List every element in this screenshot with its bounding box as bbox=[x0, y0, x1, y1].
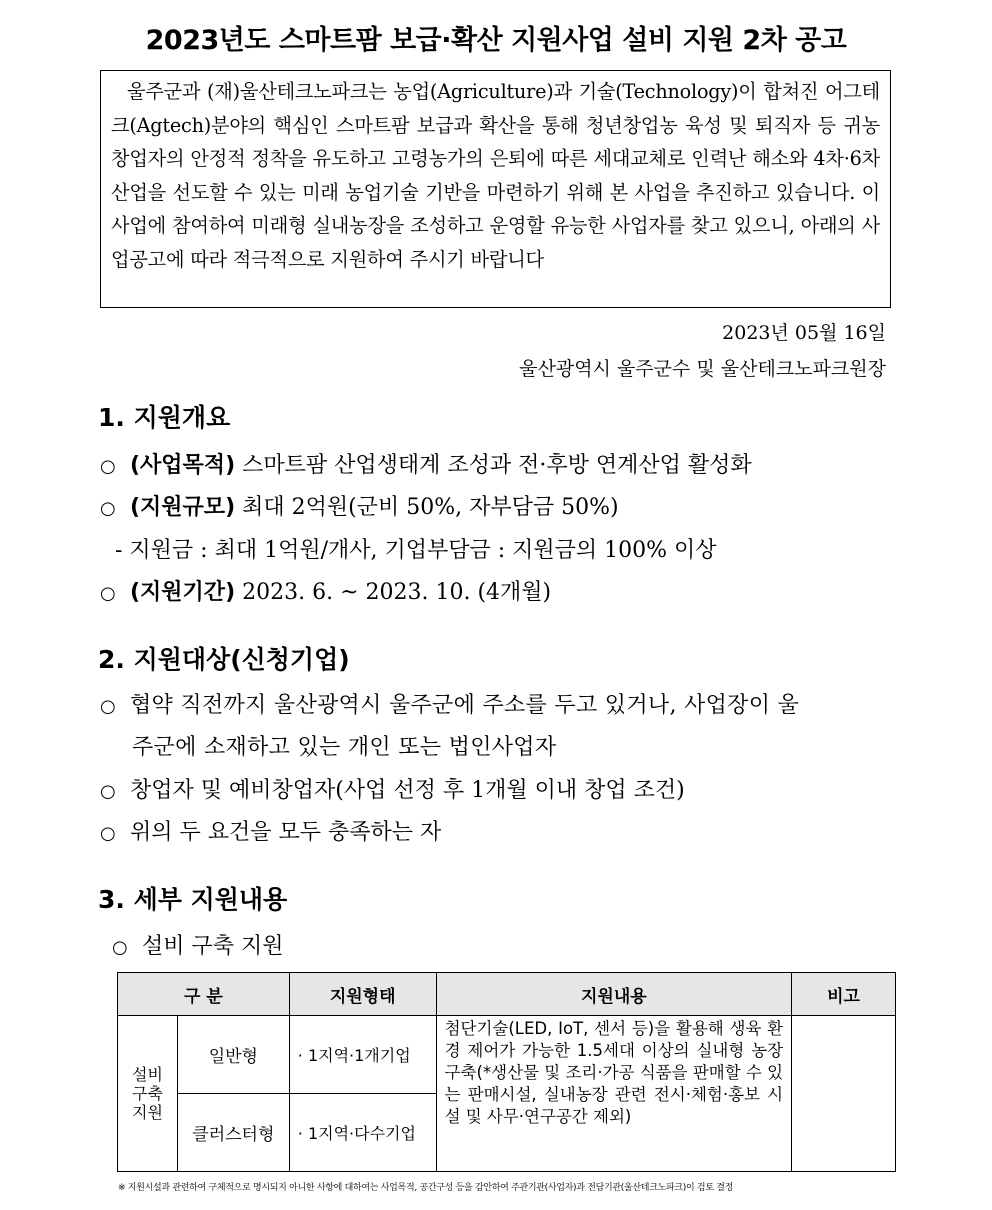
eligibility-item-3 bbox=[100, 815, 441, 846]
bullet-mark: ○ bbox=[100, 823, 116, 844]
period-line bbox=[100, 575, 551, 606]
footnote: ※ 지원시설과 관련하여 구체적으로 명시되지 아니한 사항에 대하여는 사업목적, 공간구성 등을 감안하여 주관기관(사업자)과 전담기관(울산테크노파크)이 검토 결정 bbox=[118, 1183, 734, 1193]
purpose-line bbox=[100, 448, 752, 479]
support-content: 첨단기술(LED, IoT, 센서 등)을 활용해 생육 환경 제어가 가능한 1.5세대 이상의 실내형 농장구축(*생산물 및 조리·가공 식품을 판매할 수 있는 판매시설, 실내농장 관련 전시·체험·홍보 시설 및 사무·연구공간 제외) bbox=[436, 1016, 792, 1172]
eligibility-item-2 bbox=[100, 773, 685, 804]
section-2-heading: 2. 지원대상(신청기업) bbox=[98, 645, 350, 674]
form-cluster: · 1지역·다수기업 bbox=[289, 1094, 436, 1172]
category-word: 지원 bbox=[132, 1103, 163, 1122]
intro-box bbox=[100, 70, 891, 308]
signer: 울산광역시 울주군수 및 울산테크노파크원장 bbox=[519, 358, 886, 380]
support-table bbox=[117, 972, 896, 1172]
bullet-mark: ○ bbox=[112, 937, 128, 958]
page-title: 2023년도 스마트팜 보급·확산 지원사업 설비 지원 2차 공고 bbox=[145, 25, 847, 56]
eligibility-item-1 bbox=[100, 688, 799, 719]
bullet-mark: ○ bbox=[100, 456, 116, 477]
type-cluster: 클러스터형 bbox=[177, 1094, 289, 1172]
eligibility-item-3-text: 위의 두 요건을 모두 충족하는 자 bbox=[130, 820, 442, 845]
table-row bbox=[118, 1016, 896, 1094]
category-cell bbox=[118, 1016, 178, 1172]
header-category: 구 분 bbox=[118, 973, 290, 1016]
form-general: · 1지역·1개기업 bbox=[289, 1016, 436, 1094]
announcement-date: 2023년 05월 16일 bbox=[722, 322, 886, 344]
section-1-heading: 1. 지원개요 bbox=[98, 403, 231, 432]
purpose-label: (사업목적) bbox=[130, 453, 236, 478]
period-label: (지원기간) bbox=[130, 580, 236, 605]
period-text: 2023. 6. ~ 2023. 10. (4개월) bbox=[242, 580, 552, 605]
scale-detail: - 지원금 : 최대 1억원/개사, 기업부담금 : 지원금의 100% 이상 bbox=[115, 538, 717, 563]
header-form: 지원형태 bbox=[289, 973, 436, 1016]
category-word: 구축 bbox=[132, 1084, 163, 1103]
intro-text: 울주군과 (재)울산테크노파크는 농업(Agriculture)과 기술(Technology)이 합쳐진 어그테크(Agtech)분야의 핵심인 스마트팜 보급과 확산을 통해 청년창업농 육성 및 퇴직자 등 귀농 창업자의 안정적 정착을 유도하고 고령농가의 은퇴에 따른 세대교체로 인력난 해소와 4차·6차 산업을 선도할 수 있는 미래 농업기술 기반을 마련하기 위해 본 사업을 추진하고 있습니다. 이 사업에 참여하여 미래형 실내농장을 조성하고 운영할 유능한 사업자를 찾고 있으니, 아래의 사업공고에 따라 적극적으로 지원하여 주시기 바랍니다 bbox=[111, 80, 880, 271]
bullet-mark: ○ bbox=[100, 781, 116, 802]
header-content: 지원내용 bbox=[436, 973, 792, 1016]
bullet-mark: ○ bbox=[100, 498, 116, 519]
eligibility-item-2-text: 창업자 및 예비창업자(사업 선정 후 1개월 이내 창업 조건) bbox=[130, 778, 685, 803]
bullet-mark: ○ bbox=[100, 696, 117, 717]
facility-sub-bullet bbox=[112, 929, 284, 960]
type-general: 일반형 bbox=[177, 1016, 289, 1094]
bullet-mark: ○ bbox=[100, 583, 116, 604]
facility-sub-bullet-text: 설비 구축 지원 bbox=[142, 934, 284, 959]
scale-line bbox=[100, 490, 619, 521]
table-header-row bbox=[118, 973, 896, 1016]
category-word: 설비 bbox=[132, 1065, 163, 1084]
section-3-heading: 3. 세부 지원내용 bbox=[98, 885, 288, 914]
eligibility-item-1-line-1: 협약 직전까지 울산광역시 울주군에 주소를 두고 있거나, 사업장이 울 bbox=[130, 693, 800, 718]
note-cell bbox=[792, 1016, 896, 1172]
purpose-text: 스마트팜 산업생태계 조성과 전·후방 연계산업 활성화 bbox=[242, 453, 752, 478]
scale-label: (지원규모) bbox=[130, 495, 236, 520]
header-note: 비고 bbox=[792, 973, 896, 1016]
eligibility-item-1-line-2: 주군에 소재하고 있는 개인 또는 법인사업자 bbox=[132, 735, 557, 760]
scale-text: 최대 2억원(군비 50%, 자부담금 50%) bbox=[242, 495, 619, 520]
